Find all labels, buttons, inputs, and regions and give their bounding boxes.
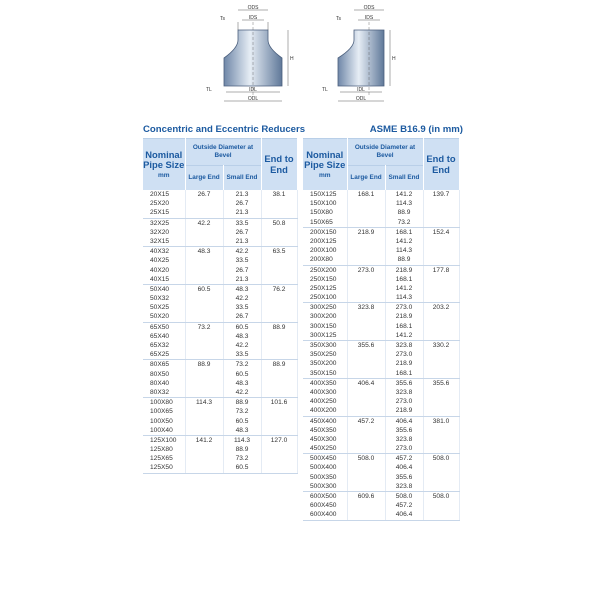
size-cell: 40X32 40X25 40X20 40X15 — [143, 247, 185, 285]
table-row — [143, 284, 297, 322]
small-end-cell: 88.9 73.2 60.5 48.3 — [223, 398, 261, 436]
table-row — [143, 190, 297, 218]
size-cell: 450X400 450X350 450X300 450X250 — [303, 416, 347, 454]
label-ts: Ts — [220, 16, 225, 22]
label-idl: IDL — [249, 87, 257, 93]
label-h: H — [290, 56, 294, 62]
large-end-cell: 406.4 — [347, 378, 385, 416]
small-end-cell: 114.3 88.9 73.2 60.5 — [223, 435, 261, 473]
end-to-end-cell: 50.8 — [261, 218, 297, 247]
large-end-cell: 48.3 — [185, 247, 223, 285]
concentric-reducer-diagram — [200, 0, 310, 110]
large-end-cell: 457.2 — [347, 416, 385, 454]
size-cell: 50X40 50X32 50X25 50X20 — [143, 284, 185, 322]
table-row — [303, 492, 459, 521]
table-row — [303, 454, 459, 492]
end-to-end-cell: 152.4 — [423, 227, 459, 265]
size-cell: 125X100 125X80 125X65 125X50 — [143, 435, 185, 473]
table-row — [303, 416, 459, 454]
end-to-end-cell: 63.5 — [261, 247, 297, 285]
table-row — [143, 322, 297, 360]
large-end-header: Large End — [347, 166, 385, 191]
size-cell: 150X125 150X100 150X80 150X65 — [303, 190, 347, 227]
size-cell: 600X500 600X450 600X400 — [303, 492, 347, 521]
end-to-end-cell: 76.2 — [261, 284, 297, 322]
end-to-end-cell: 355.6 — [423, 378, 459, 416]
small-end-header: Small End — [223, 166, 261, 191]
label-idl: IDL — [357, 87, 365, 93]
large-end-cell: 42.2 — [185, 218, 223, 247]
end-to-end-cell: 127.0 — [261, 435, 297, 473]
end-to-end-header: End to End — [261, 139, 297, 191]
size-cell: 300X250 300X200 300X150 300X125 — [303, 303, 347, 341]
end-to-end-cell: 88.9 — [261, 322, 297, 360]
end-to-end-cell: 177.8 — [423, 265, 459, 303]
label-odl: ODL — [355, 96, 367, 102]
large-end-cell: 273.0 — [347, 265, 385, 303]
small-end-cell: 273.0 218.9 168.1 141.2 — [385, 303, 423, 341]
label-tl: TL — [206, 87, 212, 93]
large-end-cell: 218.9 — [347, 227, 385, 265]
small-end-cell: 141.2 114.3 88.9 73.2 — [385, 190, 423, 227]
small-end-cell: 73.2 60.5 48.3 42.2 — [223, 360, 261, 398]
small-end-cell: 406.4 355.6 323.8 273.0 — [385, 416, 423, 454]
large-end-cell: 355.6 — [347, 341, 385, 379]
large-end-cell: 73.2 — [185, 322, 223, 360]
table-row — [303, 378, 459, 416]
table-row — [143, 398, 297, 436]
large-end-header: Large End — [185, 166, 223, 191]
table-title: Concentric and Eccentric Reducers — [143, 124, 306, 135]
large-end-cell: 141.2 — [185, 435, 223, 473]
small-end-cell: 508.0 457.2 406.4 — [385, 492, 423, 521]
large-end-cell: 609.6 — [347, 492, 385, 521]
label-ids: IDS — [248, 15, 258, 21]
label-ts: Ts — [336, 16, 341, 22]
large-end-cell: 88.9 — [185, 360, 223, 398]
outside-diameter-header: Outside Diameter at Bevel — [185, 139, 261, 166]
size-cell: 32X25 32X20 32X15 — [143, 218, 185, 247]
table-row — [303, 227, 459, 265]
end-to-end-cell: 139.7 — [423, 190, 459, 227]
size-cell: 65X50 65X40 65X32 65X25 — [143, 322, 185, 360]
table-row — [143, 218, 297, 247]
large-end-cell: 168.1 — [347, 190, 385, 227]
small-end-cell: 33.5 26.7 21.3 — [223, 218, 261, 247]
large-end-cell: 26.7 — [185, 190, 223, 218]
end-to-end-cell: 203.2 — [423, 303, 459, 341]
label-ods: ODS — [363, 5, 375, 11]
reducer-table-right — [303, 138, 460, 521]
outside-diameter-header: Outside Diameter at Bevel — [347, 139, 423, 166]
size-cell: 500X450 500X400 500X350 500X300 — [303, 454, 347, 492]
small-end-cell: 60.5 48.3 42.2 33.5 — [223, 322, 261, 360]
size-cell: 200X150 200X125 200X100 200X80 — [303, 227, 347, 265]
eccentric-reducer-diagram — [318, 0, 428, 110]
size-cell: 350X300 350X250 350X200 350X150 — [303, 341, 347, 379]
size-cell: 20X15 25X20 25X15 — [143, 190, 185, 218]
small-end-cell: 42.2 33.5 26.7 21.3 — [223, 247, 261, 285]
nominal-pipe-size-header: Nominal Pipe Size mm — [303, 139, 347, 191]
small-end-cell: 355.6 323.8 273.0 218.9 — [385, 378, 423, 416]
end-to-end-cell: 38.1 — [261, 190, 297, 218]
small-end-cell: 218.9 168.1 141.2 114.3 — [385, 265, 423, 303]
end-to-end-cell: 101.6 — [261, 398, 297, 436]
large-end-cell: 508.0 — [347, 454, 385, 492]
small-end-cell: 48.3 42.2 33.5 26.7 — [223, 284, 261, 322]
large-end-cell: 114.3 — [185, 398, 223, 436]
small-end-header: Small End — [385, 166, 423, 191]
small-end-cell: 168.1 141.2 114.3 88.9 — [385, 227, 423, 265]
end-to-end-cell: 508.0 — [423, 492, 459, 521]
table-row — [303, 341, 459, 379]
size-cell: 400X350 400X300 400X250 400X200 — [303, 378, 347, 416]
table-row — [143, 247, 297, 285]
label-ids: IDS — [364, 15, 374, 21]
small-end-cell: 323.8 273.0 218.9 168.1 — [385, 341, 423, 379]
table-title-row — [143, 122, 463, 138]
reducer-table-left — [143, 138, 298, 474]
end-to-end-cell: 88.9 — [261, 360, 297, 398]
label-odl: ODL — [247, 96, 259, 102]
small-end-cell: 21.3 26.7 21.3 — [223, 190, 261, 218]
small-end-cell: 457.2 406.4 355.6 323.8 — [385, 454, 423, 492]
size-cell: 100X80 100X65 100X50 100X40 — [143, 398, 185, 436]
nominal-pipe-size-header: Nominal Pipe Size mm — [143, 139, 185, 191]
table-row — [143, 435, 297, 473]
table-row — [143, 360, 297, 398]
large-end-cell: 323.8 — [347, 303, 385, 341]
label-ods: ODS — [247, 5, 259, 11]
end-to-end-cell: 508.0 — [423, 454, 459, 492]
size-cell: 250X200 250X150 250X125 250X100 — [303, 265, 347, 303]
table-row — [303, 265, 459, 303]
label-tl: TL — [322, 87, 328, 93]
end-to-end-cell: 330.2 — [423, 341, 459, 379]
label-h: H — [392, 56, 396, 62]
table-row — [303, 190, 459, 227]
standard-label: ASME B16.9 (in mm) — [369, 124, 463, 135]
table-row — [303, 303, 459, 341]
large-end-cell: 60.5 — [185, 284, 223, 322]
size-cell: 80X65 80X50 80X40 80X32 — [143, 360, 185, 398]
end-to-end-cell: 381.0 — [423, 416, 459, 454]
end-to-end-header: End to End — [423, 139, 459, 191]
